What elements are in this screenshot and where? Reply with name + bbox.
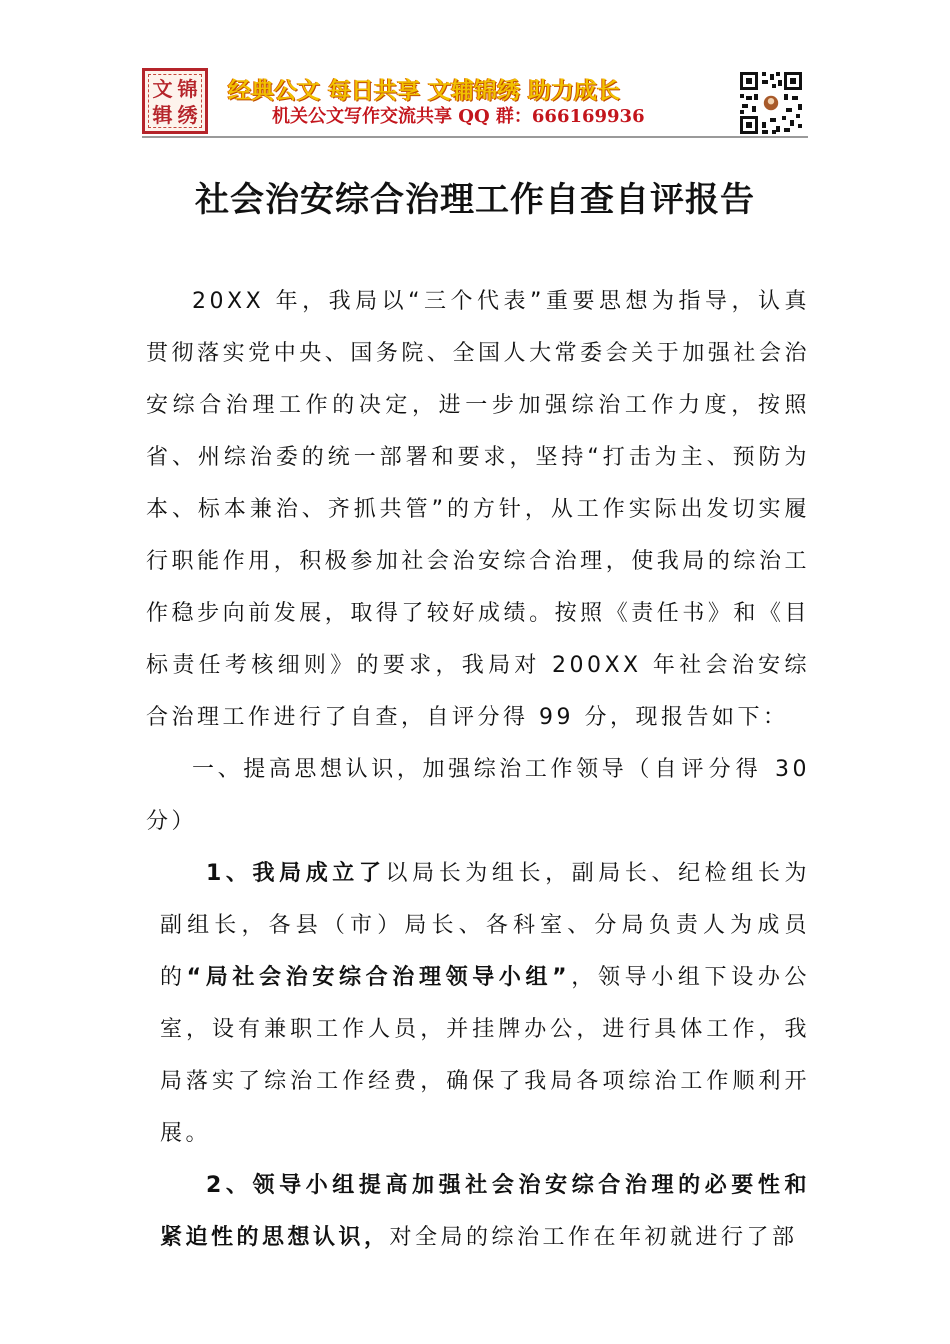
item-emphasis: “局社会治安综合治理领导小组” [186,965,571,990]
seal-char: 绣 [177,103,198,127]
qr-code-icon [738,70,804,136]
item-lead: 1、我局成立了 [206,861,386,886]
section-score-note: （自评分得 30 分） [146,757,810,834]
document-title: 社会治安综合治理工作自查自评报告 [195,180,755,220]
seal-char: 锦 [177,77,198,101]
item-text: 以局长为组长，副局长、纪检组长为副组长，各县（市）局长、各科室、分局负责人为成员的 [160,861,810,990]
item-lead: 2、领导小组提高加强社会治安综合治理的必要性和紧迫性的思想认识， [160,1173,810,1250]
section-heading [146,744,810,848]
item-text: ，领导小组下设办公室，设有兼职工作人员，并挂牌办公，进行具体工作，我局落实了综治工作经费，确保了我局各项综治工作顺利开展。 [160,965,810,1146]
list-item-2 [146,1160,810,1264]
section-heading-text: 一、提高思想认识，加强综治工作领导 [192,757,628,782]
intro-paragraph: 20XX 年，我局以“三个代表”重要思想为指导，认真贯彻落实党中央、国务院、全国人大常委会关于加强社会治安综合治理工作的决定，进一步加强综治工作力度，按照省、州综治委的统一部署和要求，坚持“打击为主、预防为本、标本兼治、齐抓共管”的方针，从工作实际出发切实履行职能作用，积极参加社会治安综合治理，使我局的综治工作稳步向前发展，取得了较好成绩。按照《责任书》和《目标责任考核细则》的要求，我局对 200XX 年社会治安综合治理工作进行了自查，自评分得 99 分，现报告如下： [146,289,810,730]
item-text: 对全局的综治工作在年初就进行了部 [389,1225,798,1250]
seal-char: 文 [152,77,173,101]
header-slogan: 经典公文 每日共享 文辅锦绣 助力成长 [228,78,621,104]
document-body [146,276,810,1264]
document-header [0,60,950,140]
qq-group-line: 机关公文写作交流共享 QQ 群：666169936 [272,106,645,127]
seal-logo [142,68,208,134]
list-item-1 [146,848,810,1160]
header-divider [142,136,808,138]
seal-char: 辑 [152,103,173,127]
